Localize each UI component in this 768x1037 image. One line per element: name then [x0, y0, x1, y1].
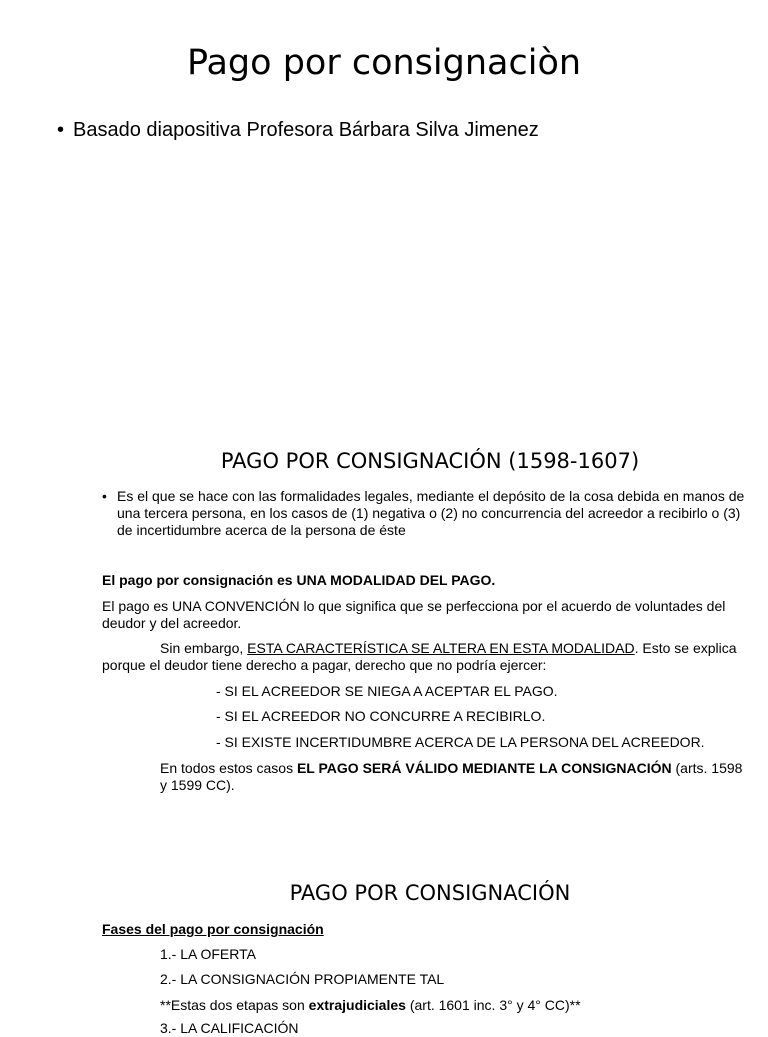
- text-segment: **Estas dos etapas son: [160, 997, 309, 1013]
- bullet-text: Basado diapositiva Profesora Bárbara Silva Jimenez: [73, 119, 539, 141]
- text-segment: En todos estos casos: [160, 760, 297, 776]
- text-segment: . Esto se explica porque el deudor tiene derecho a pagar, derecho que no podría ejercer:: [102, 640, 737, 673]
- text-segment: (art. 1601 inc. 3° y 4° CC)**: [405, 997, 581, 1013]
- bold-text: EL PAGO SERÁ VÁLIDO MEDIANTE LA CONSIGNACIÓN: [296, 760, 672, 776]
- phase-item: 2.- LA CONSIGNACIÓN PROPIAMENTE TAL: [160, 971, 445, 987]
- text-segment: Sin embargo,: [160, 640, 248, 656]
- bullet-item: [102, 488, 747, 539]
- list-item: - SI EXISTE INCERTIDUMBRE ACERCA DE LA PERSONA DEL ACREEDOR.: [216, 734, 705, 750]
- slide-title: PAGO POR CONSIGNACIÓN: [289, 881, 571, 905]
- bullet-icon: •: [57, 119, 65, 141]
- paragraph-convencion: El pago es UNA CONVENCIÓN lo que significa que se perfecciona por el acuerdo de voluntades del deudor y del acreedor.: [102, 598, 726, 631]
- bullet-text: Es el que se hace con las formalidades legales, mediante el depósito de la cosa debida en manos de una tercera persona, en los casos de (1) negativa o (2) no concurrencia del acreedor a recibirlo o (3) de incertidumbre acerca de la persona de éste: [117, 488, 745, 538]
- phase-item: 1.- LA OFERTA: [160, 946, 256, 962]
- bullet-icon: •: [102, 488, 107, 504]
- section-heading: Fases del pago por consignación: [102, 921, 324, 937]
- paragraph-modalidad: El pago por consignación es UNA MODALIDAD DEL PAGO.: [102, 572, 496, 588]
- underlined-text: ESTA CARACTERÍSTICA SE ALTERA EN ESTA MODALIDAD: [247, 640, 635, 656]
- bold-text: extrajudiciales: [308, 997, 406, 1013]
- text-segment: (arts. 1598 y 1599 CC).: [160, 760, 743, 793]
- slide-title: Pago por consignaciòn: [186, 43, 582, 83]
- paragraph-conclusion: [160, 760, 750, 794]
- phase-note: [160, 997, 581, 1014]
- bullet-item: [57, 117, 539, 143]
- paragraph-sin-embargo: [102, 640, 752, 674]
- slide-title: PAGO POR CONSIGNACIÓN (1598-1607): [220, 449, 640, 473]
- phase-item: 3.- LA CALIFICACIÓN: [160, 1020, 299, 1036]
- list-item: - SI EL ACREEDOR NO CONCURRE A RECIBIRLO.: [216, 708, 546, 724]
- list-item: - SI EL ACREEDOR SE NIEGA A ACEPTAR EL PAGO.: [216, 683, 558, 699]
